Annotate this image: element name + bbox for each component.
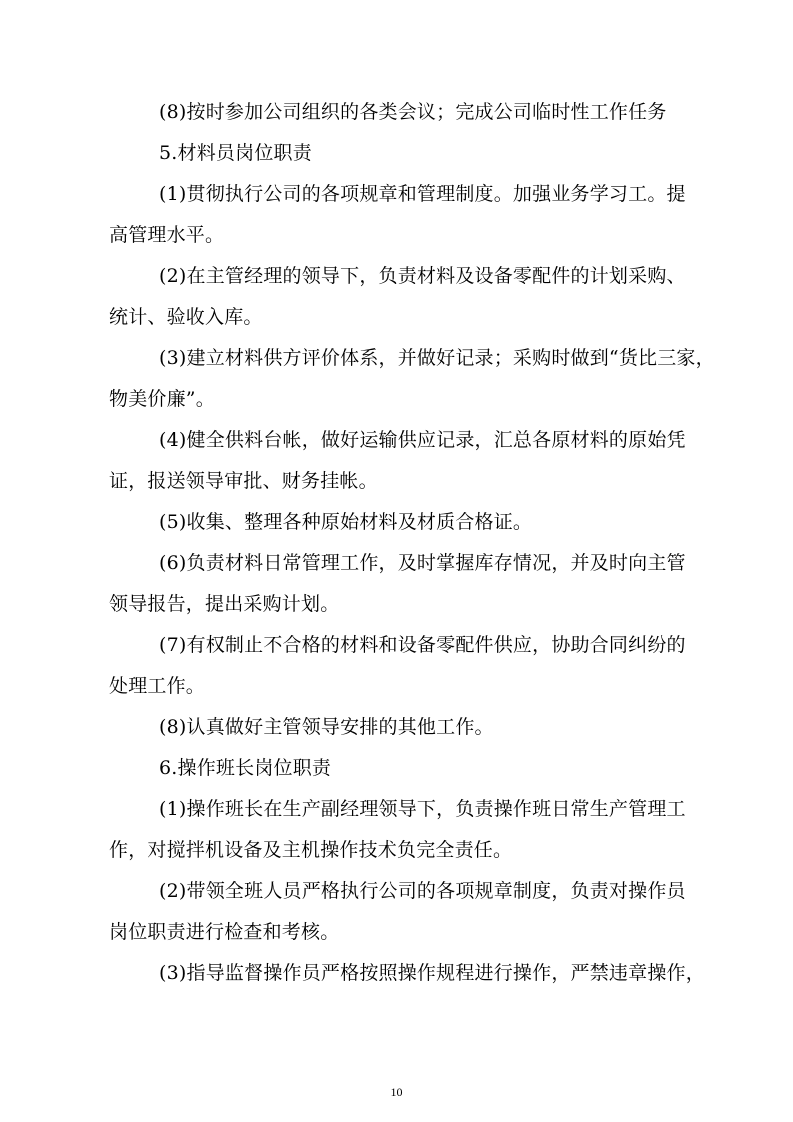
paragraph-line: (5)收集、整理各种原始材料及材质合格证。 bbox=[159, 511, 533, 533]
paragraph-line: 统计、验收入库。 bbox=[109, 306, 263, 328]
paragraph-line: (1)贯彻执行公司的各项规章和管理制度。加强业务学习工。提 bbox=[159, 183, 686, 205]
paragraph-line: (8)认真做好主管领导安排的其他工作。 bbox=[159, 716, 494, 738]
paragraph-line: (1)操作班长在生产副经理领导下，负责操作班日常生产管理工 bbox=[159, 798, 686, 820]
paragraph-line: (7)有权制止不合格的材料和设备零配件供应，协助合同纠纷的 bbox=[159, 634, 686, 656]
paragraph-line: 岗位职责进行检查和考核。 bbox=[109, 921, 340, 943]
paragraph-line: (6)负责材料日常管理工作，及时掌握库存情况，并及时向主管 bbox=[159, 552, 686, 574]
paragraph-line: 物美价廉”。 bbox=[109, 388, 215, 410]
document-body bbox=[109, 92, 715, 994]
paragraph-line: (3)建立材料供方评价体系，并做好记录；采购时做到“货比三家， bbox=[159, 347, 715, 369]
section-heading: 5.材料员岗位职责 bbox=[159, 142, 312, 164]
paragraph-line: (2)带领全班人员严格执行公司的各项规章制度，负责对操作员 bbox=[159, 880, 686, 902]
section-heading: 6.操作班长岗位职责 bbox=[159, 757, 332, 779]
paragraph-line: (4)健全供料台帐，做好运输供应记录，汇总各原材料的原始凭 bbox=[159, 429, 686, 451]
paragraph-line: 高管理水平。 bbox=[109, 224, 225, 246]
paragraph-line: 证，报送领导审批、财务挂帐。 bbox=[109, 470, 378, 492]
paragraph-line: 处理工作。 bbox=[109, 675, 206, 697]
paragraph-line: (3)指导监督操作员严格按照操作规程进行操作，严禁违章操作， bbox=[159, 962, 705, 984]
paragraph-line: 领导报告，提出采购计划。 bbox=[109, 593, 340, 615]
paragraph-line: 作，对搅拌机设备及主机操作技术负完全责任。 bbox=[109, 839, 513, 861]
page-number: 10 bbox=[390, 1085, 403, 1099]
paragraph-line: (2)在主管经理的领导下，负责材料及设备零配件的计划采购、 bbox=[159, 265, 686, 287]
paragraph-line: (8)按时参加公司组织的各类会议；完成公司临时性工作任务 bbox=[159, 101, 667, 123]
